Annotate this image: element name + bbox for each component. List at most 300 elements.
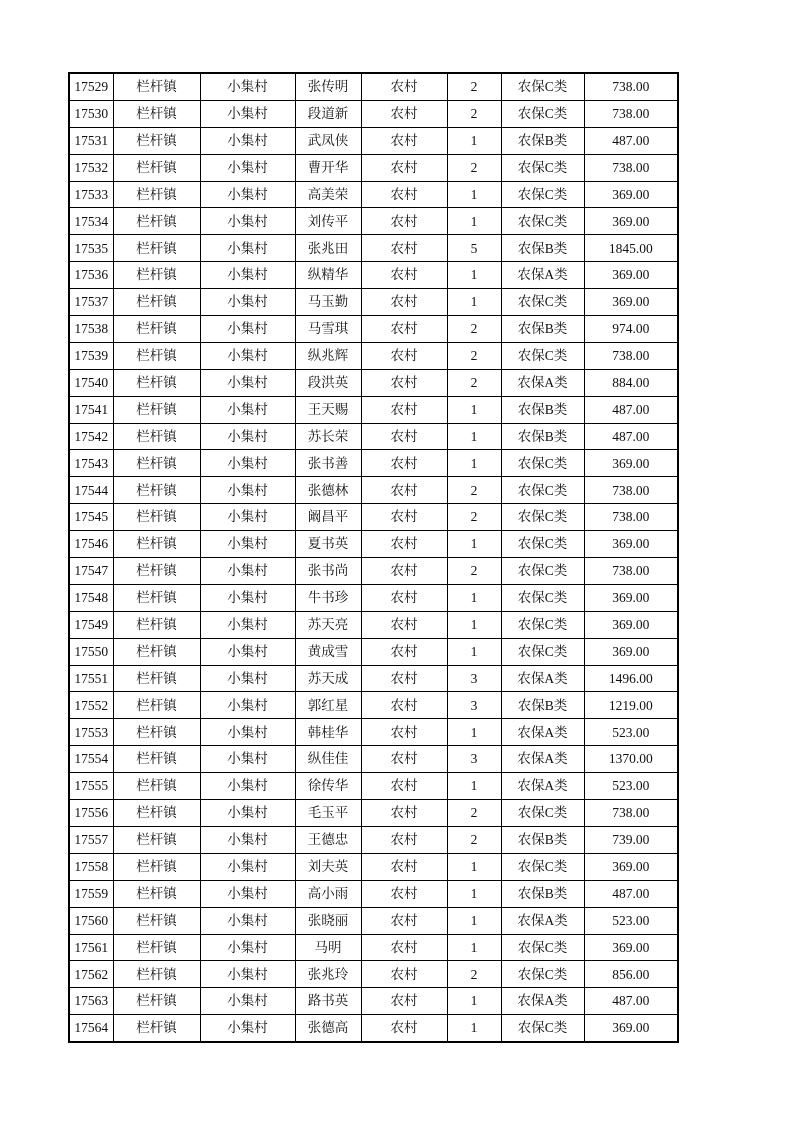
cell-village: 小集村 [200,127,295,154]
cell-category: 农保A类 [501,746,584,773]
cell-amount: 487.00 [584,423,678,450]
cell-type: 农村 [361,73,447,100]
cell-serial: 17553 [69,719,113,746]
cell-count: 2 [447,316,501,343]
cell-category: 农保C类 [501,73,584,100]
cell-count: 2 [447,100,501,127]
cell-serial: 17554 [69,746,113,773]
cell-amount: 974.00 [584,316,678,343]
cell-name: 马明 [295,934,361,961]
cell-type: 农村 [361,907,447,934]
cell-amount: 369.00 [584,289,678,316]
cell-count: 1 [447,988,501,1015]
cell-village: 小集村 [200,235,295,262]
table-row [69,100,678,127]
cell-serial: 17534 [69,208,113,235]
table-row [69,369,678,396]
cell-serial: 17532 [69,154,113,181]
table-row [69,800,678,827]
cell-count: 3 [447,746,501,773]
cell-count: 2 [447,504,501,531]
cell-amount: 369.00 [584,611,678,638]
cell-type: 农村 [361,1015,447,1042]
cell-village: 小集村 [200,746,295,773]
cell-category: 农保A类 [501,773,584,800]
cell-village: 小集村 [200,450,295,477]
cell-type: 农村 [361,800,447,827]
cell-category: 农保C类 [501,558,584,585]
cell-count: 1 [447,611,501,638]
cell-count: 2 [447,558,501,585]
table-row [69,396,678,423]
cell-count: 1 [447,584,501,611]
cell-type: 农村 [361,934,447,961]
table-row [69,423,678,450]
cell-type: 农村 [361,100,447,127]
cell-category: 农保C类 [501,800,584,827]
cell-category: 农保B类 [501,880,584,907]
cell-name: 徐传华 [295,773,361,800]
cell-type: 农村 [361,289,447,316]
cell-amount: 523.00 [584,907,678,934]
cell-type: 农村 [361,531,447,558]
cell-serial: 17562 [69,961,113,988]
cell-category: 农保C类 [501,934,584,961]
cell-amount: 487.00 [584,127,678,154]
cell-town: 栏杆镇 [113,1015,200,1042]
cell-town: 栏杆镇 [113,423,200,450]
cell-amount: 369.00 [584,450,678,477]
cell-village: 小集村 [200,369,295,396]
cell-amount: 369.00 [584,531,678,558]
table-row [69,504,678,531]
cell-amount: 369.00 [584,1015,678,1042]
cell-amount: 369.00 [584,262,678,289]
cell-town: 栏杆镇 [113,531,200,558]
cell-type: 农村 [361,826,447,853]
cell-serial: 17561 [69,934,113,961]
cell-type: 农村 [361,369,447,396]
cell-village: 小集村 [200,826,295,853]
cell-count: 3 [447,692,501,719]
cell-serial: 17533 [69,181,113,208]
cell-village: 小集村 [200,773,295,800]
cell-name: 张书善 [295,450,361,477]
cell-serial: 17559 [69,880,113,907]
cell-name: 曹开华 [295,154,361,181]
cell-serial: 17541 [69,396,113,423]
cell-category: 农保C类 [501,611,584,638]
cell-count: 1 [447,1015,501,1042]
cell-town: 栏杆镇 [113,880,200,907]
cell-type: 农村 [361,208,447,235]
cell-name: 张兆玲 [295,961,361,988]
cell-serial: 17557 [69,826,113,853]
cell-type: 农村 [361,423,447,450]
cell-type: 农村 [361,558,447,585]
cell-name: 韩桂华 [295,719,361,746]
cell-type: 农村 [361,477,447,504]
cell-count: 1 [447,423,501,450]
cell-amount: 369.00 [584,584,678,611]
cell-village: 小集村 [200,289,295,316]
cell-serial: 17555 [69,773,113,800]
cell-serial: 17538 [69,316,113,343]
table-row [69,450,678,477]
cell-name: 苏天成 [295,665,361,692]
table-row [69,692,678,719]
cell-name: 阚昌平 [295,504,361,531]
cell-village: 小集村 [200,800,295,827]
cell-category: 农保A类 [501,665,584,692]
cell-village: 小集村 [200,988,295,1015]
cell-name: 夏书英 [295,531,361,558]
cell-count: 1 [447,719,501,746]
cell-category: 农保C类 [501,477,584,504]
cell-town: 栏杆镇 [113,746,200,773]
cell-serial: 17560 [69,907,113,934]
cell-town: 栏杆镇 [113,262,200,289]
cell-town: 栏杆镇 [113,907,200,934]
cell-category: 农保C类 [501,961,584,988]
cell-count: 3 [447,665,501,692]
cell-village: 小集村 [200,1015,295,1042]
cell-town: 栏杆镇 [113,665,200,692]
cell-town: 栏杆镇 [113,73,200,100]
cell-amount: 738.00 [584,800,678,827]
table-row [69,853,678,880]
cell-town: 栏杆镇 [113,369,200,396]
cell-type: 农村 [361,988,447,1015]
cell-category: 农保C类 [501,450,584,477]
cell-village: 小集村 [200,504,295,531]
cell-town: 栏杆镇 [113,154,200,181]
table-row [69,773,678,800]
cell-name: 段道新 [295,100,361,127]
cell-category: 农保B类 [501,127,584,154]
cell-serial: 17558 [69,853,113,880]
table-row [69,1015,678,1042]
cell-type: 农村 [361,235,447,262]
cell-category: 农保A类 [501,719,584,746]
cell-village: 小集村 [200,719,295,746]
pension-records-table [68,72,679,1043]
cell-count: 1 [447,289,501,316]
cell-type: 农村 [361,853,447,880]
cell-serial: 17564 [69,1015,113,1042]
cell-name: 刘夫英 [295,853,361,880]
cell-serial: 17530 [69,100,113,127]
cell-name: 王天赐 [295,396,361,423]
cell-name: 苏天亮 [295,611,361,638]
cell-village: 小集村 [200,208,295,235]
cell-serial: 17546 [69,531,113,558]
cell-amount: 369.00 [584,181,678,208]
cell-type: 农村 [361,611,447,638]
cell-town: 栏杆镇 [113,584,200,611]
table-row [69,558,678,585]
cell-serial: 17540 [69,369,113,396]
cell-name: 纵精华 [295,262,361,289]
cell-category: 农保B类 [501,316,584,343]
cell-village: 小集村 [200,73,295,100]
cell-town: 栏杆镇 [113,342,200,369]
cell-town: 栏杆镇 [113,800,200,827]
cell-type: 农村 [361,584,447,611]
cell-village: 小集村 [200,342,295,369]
cell-category: 农保C类 [501,638,584,665]
cell-village: 小集村 [200,853,295,880]
cell-category: 农保C类 [501,853,584,880]
table-row [69,934,678,961]
cell-count: 2 [447,826,501,853]
cell-count: 1 [447,934,501,961]
cell-serial: 17550 [69,638,113,665]
cell-village: 小集村 [200,396,295,423]
cell-serial: 17543 [69,450,113,477]
cell-village: 小集村 [200,611,295,638]
cell-amount: 884.00 [584,369,678,396]
cell-town: 栏杆镇 [113,100,200,127]
cell-serial: 17529 [69,73,113,100]
cell-category: 农保C类 [501,1015,584,1042]
cell-serial: 17531 [69,127,113,154]
cell-type: 农村 [361,262,447,289]
cell-type: 农村 [361,638,447,665]
cell-type: 农村 [361,746,447,773]
cell-town: 栏杆镇 [113,719,200,746]
cell-village: 小集村 [200,100,295,127]
table-row [69,719,678,746]
table-body [69,73,678,1042]
cell-type: 农村 [361,154,447,181]
cell-count: 2 [447,154,501,181]
cell-serial: 17536 [69,262,113,289]
table-row [69,262,678,289]
cell-name: 纵兆辉 [295,342,361,369]
cell-name: 路书英 [295,988,361,1015]
cell-town: 栏杆镇 [113,504,200,531]
cell-amount: 738.00 [584,504,678,531]
cell-name: 高美荣 [295,181,361,208]
cell-category: 农保B类 [501,396,584,423]
cell-town: 栏杆镇 [113,961,200,988]
cell-amount: 487.00 [584,988,678,1015]
cell-count: 1 [447,880,501,907]
cell-town: 栏杆镇 [113,289,200,316]
cell-name: 黄成雪 [295,638,361,665]
cell-serial: 17551 [69,665,113,692]
cell-name: 马玉勤 [295,289,361,316]
cell-name: 张书尚 [295,558,361,585]
cell-type: 农村 [361,665,447,692]
cell-village: 小集村 [200,262,295,289]
cell-serial: 17563 [69,988,113,1015]
cell-amount: 738.00 [584,100,678,127]
cell-count: 1 [447,907,501,934]
cell-town: 栏杆镇 [113,235,200,262]
table-row [69,316,678,343]
cell-serial: 17542 [69,423,113,450]
table-row [69,584,678,611]
cell-amount: 1219.00 [584,692,678,719]
cell-village: 小集村 [200,665,295,692]
cell-name: 段洪英 [295,369,361,396]
table-row [69,73,678,100]
cell-name: 刘传平 [295,208,361,235]
cell-amount: 1370.00 [584,746,678,773]
cell-category: 农保C类 [501,342,584,369]
cell-type: 农村 [361,127,447,154]
cell-town: 栏杆镇 [113,988,200,1015]
cell-village: 小集村 [200,316,295,343]
cell-serial: 17535 [69,235,113,262]
cell-count: 1 [447,262,501,289]
table-row [69,638,678,665]
cell-category: 农保C类 [501,584,584,611]
cell-name: 纵佳佳 [295,746,361,773]
cell-town: 栏杆镇 [113,208,200,235]
cell-count: 2 [447,477,501,504]
cell-category: 农保C类 [501,289,584,316]
cell-category: 农保B类 [501,235,584,262]
cell-count: 2 [447,73,501,100]
cell-count: 2 [447,800,501,827]
cell-type: 农村 [361,181,447,208]
cell-serial: 17547 [69,558,113,585]
cell-category: 农保C类 [501,531,584,558]
cell-category: 农保A类 [501,988,584,1015]
cell-village: 小集村 [200,181,295,208]
cell-amount: 1496.00 [584,665,678,692]
table-row [69,907,678,934]
cell-village: 小集村 [200,638,295,665]
cell-amount: 738.00 [584,154,678,181]
cell-category: 农保A类 [501,262,584,289]
cell-town: 栏杆镇 [113,316,200,343]
cell-amount: 369.00 [584,934,678,961]
cell-amount: 369.00 [584,853,678,880]
cell-name: 毛玉平 [295,800,361,827]
cell-town: 栏杆镇 [113,692,200,719]
table-row [69,289,678,316]
cell-town: 栏杆镇 [113,396,200,423]
cell-type: 农村 [361,396,447,423]
cell-count: 1 [447,638,501,665]
cell-village: 小集村 [200,154,295,181]
cell-amount: 523.00 [584,773,678,800]
cell-type: 农村 [361,880,447,907]
cell-count: 2 [447,342,501,369]
table-row [69,208,678,235]
cell-town: 栏杆镇 [113,773,200,800]
cell-serial: 17548 [69,584,113,611]
cell-type: 农村 [361,773,447,800]
table-row [69,154,678,181]
cell-amount: 739.00 [584,826,678,853]
cell-amount: 369.00 [584,638,678,665]
cell-town: 栏杆镇 [113,181,200,208]
cell-count: 1 [447,396,501,423]
cell-town: 栏杆镇 [113,826,200,853]
cell-serial: 17556 [69,800,113,827]
cell-serial: 17545 [69,504,113,531]
cell-count: 1 [447,181,501,208]
cell-town: 栏杆镇 [113,558,200,585]
cell-type: 农村 [361,719,447,746]
cell-count: 1 [447,208,501,235]
cell-village: 小集村 [200,423,295,450]
cell-type: 农村 [361,504,447,531]
cell-amount: 523.00 [584,719,678,746]
cell-category: 农保C类 [501,504,584,531]
cell-amount: 738.00 [584,73,678,100]
cell-name: 张德林 [295,477,361,504]
cell-amount: 856.00 [584,961,678,988]
cell-amount: 738.00 [584,342,678,369]
table-row [69,988,678,1015]
cell-village: 小集村 [200,531,295,558]
cell-name: 苏长荣 [295,423,361,450]
cell-category: 农保C类 [501,208,584,235]
cell-town: 栏杆镇 [113,450,200,477]
cell-village: 小集村 [200,907,295,934]
cell-count: 1 [447,531,501,558]
cell-town: 栏杆镇 [113,934,200,961]
cell-village: 小集村 [200,692,295,719]
cell-category: 农保A类 [501,907,584,934]
cell-village: 小集村 [200,558,295,585]
cell-name: 郭红星 [295,692,361,719]
cell-serial: 17544 [69,477,113,504]
cell-name: 张德高 [295,1015,361,1042]
cell-village: 小集村 [200,880,295,907]
cell-type: 农村 [361,692,447,719]
cell-count: 2 [447,369,501,396]
table-row [69,746,678,773]
cell-serial: 17549 [69,611,113,638]
cell-town: 栏杆镇 [113,853,200,880]
cell-count: 2 [447,961,501,988]
cell-name: 王德忠 [295,826,361,853]
cell-town: 栏杆镇 [113,477,200,504]
cell-town: 栏杆镇 [113,638,200,665]
cell-category: 农保A类 [501,369,584,396]
cell-village: 小集村 [200,934,295,961]
table-row [69,961,678,988]
cell-type: 农村 [361,961,447,988]
cell-category: 农保B类 [501,826,584,853]
cell-name: 高小雨 [295,880,361,907]
cell-name: 马雪琪 [295,316,361,343]
cell-name: 张晓丽 [295,907,361,934]
cell-amount: 487.00 [584,880,678,907]
table-row [69,611,678,638]
cell-amount: 487.00 [584,396,678,423]
cell-name: 张兆田 [295,235,361,262]
cell-village: 小集村 [200,584,295,611]
cell-category: 农保B类 [501,423,584,450]
cell-village: 小集村 [200,477,295,504]
cell-type: 农村 [361,316,447,343]
cell-category: 农保C类 [501,154,584,181]
cell-amount: 369.00 [584,208,678,235]
cell-count: 1 [447,773,501,800]
table-row [69,235,678,262]
table-row [69,880,678,907]
cell-serial: 17539 [69,342,113,369]
cell-category: 农保C类 [501,100,584,127]
